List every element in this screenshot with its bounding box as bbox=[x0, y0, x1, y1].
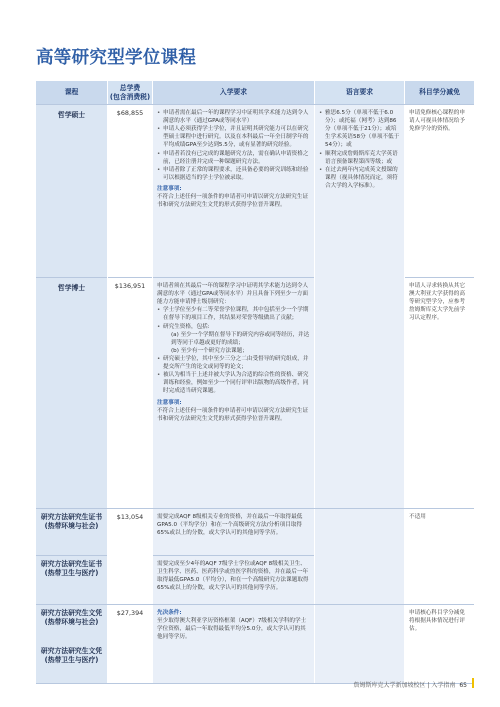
note-title-phd: 注意事项: bbox=[157, 399, 182, 406]
fee-dipl: $27,394 bbox=[116, 609, 144, 617]
entry-cert-env: 需要完成AQF 8级相关专业的资格，并在最后一年取得最低GPA5.0（平均学分）和在一个高级研究方法/分析项目取得65%或以上的分数，或大学认可的其他同等学历。 bbox=[157, 514, 303, 537]
header-fee-line2: (包含消费税) bbox=[109, 92, 151, 101]
credit-dipl: 申请核心科目学分减免将根据具体情况进行评估。 bbox=[409, 610, 465, 633]
entry-phd-item: • 被认为相当于上述并被大学认为合适的综合性的资格、研究训练和经验，例如至少一个同行评审出版物的高级作者，同时完成适当研究课题。 bbox=[157, 371, 310, 395]
table-header bbox=[36, 81, 474, 104]
credit-cert: 不适用 bbox=[409, 514, 426, 520]
course-cert-health: 研究方法研究生证书(热带卫生与医疗) bbox=[40, 560, 103, 578]
entry-phd-item: • 研究生资格，包括: bbox=[157, 323, 310, 331]
entry-mphil-item: • 申请人必须获得学士学位，并且证明其研究能力可以在研究型硕士课程中进行研究。以及在本科最后一年全日制学年的平均成绩GPA至少达到5.5分，或有显著的研究经验。 bbox=[157, 125, 310, 149]
course-dipl-env: 研究方法研究生文凭(热带环境与社会) bbox=[40, 609, 103, 627]
entry-phd bbox=[153, 278, 314, 508]
entry-phd-sub-b: (b) 至少有一个研究方法课题； bbox=[171, 347, 248, 354]
entry-phd-sub-a: (a) 至少一个学期在督导下的研究内容或同等经历，并达到等同于卓越或更好的成绩； bbox=[171, 331, 310, 346]
entry-dipl-title: 先决条件: bbox=[157, 610, 182, 616]
language-item: • 顺利完成詹姆斯库克大学英语语言预备课程第四等级；或 bbox=[319, 150, 400, 166]
credit-mphil: 申请免修核心课程的申请人可视具体情况给予免修学分的资格。 bbox=[409, 110, 465, 133]
footer-text: 詹姆斯库克大学新加坡校区 | 入学指南 bbox=[353, 682, 456, 689]
entry-mphil-item: • 申请者需在最后一年的课程学习中证明其学术能力达到令人满意的水平（通过GPA或等同水平） bbox=[157, 109, 310, 125]
course-phd: 哲学博士 bbox=[57, 284, 86, 292]
header-fee-line1: 总学费 bbox=[119, 84, 141, 93]
cert-section bbox=[36, 508, 474, 604]
entry-dipl-text: 至少取得澳大利亚学历资格框架（AQF）7级相关学科的学士学位资格，最后一年取得最低平均分5.0分，或大学认可的其他同等学历。 bbox=[157, 618, 307, 641]
page-title: 高等研究型学位课程 bbox=[36, 48, 197, 68]
header-fee bbox=[108, 81, 153, 104]
fee-mphil: $68,855 bbox=[116, 109, 144, 117]
fee-cert: $13,054 bbox=[116, 513, 144, 521]
note-title-mphil: 注意事项: bbox=[157, 185, 182, 192]
note-mphil: 不符合上述任何一项条件的申请者可申请以研究方法研究生证书和研究方法研究生文凭的形式获得学位晋升课程。 bbox=[157, 194, 309, 209]
course-dipl-health: 研究方法研究生文凭(热带卫生与医疗) bbox=[40, 647, 103, 665]
header-credit: 科目学分减免 bbox=[405, 81, 474, 104]
diploma-section bbox=[36, 604, 474, 684]
course-cert-env: 研究方法研究生证书(热带环境与社会) bbox=[40, 513, 103, 531]
note-phd: 不符合上述任何一项条件的申请者可申请以研究方法研究生证书和研究方法研究生文凭的形式获得学位晋升课程。 bbox=[157, 407, 309, 422]
language-item: • 雅思6.5分（单项不低于6.0分）；或托福（网考）达到86分（单项不低于21分）；或培生学术英语58分（单项不低于54分）；或 bbox=[319, 109, 400, 150]
language-item: • 在过去两年内完成英文授课的课程（视具体情况而定，须符合大学的入学标准）。 bbox=[319, 166, 400, 190]
mphil-phd-section bbox=[36, 104, 474, 508]
page-number: 65 bbox=[459, 682, 467, 689]
entry-phd-intro: 申请者须在其最后一年的课程学习中证明其学术能力达到令人满意的水平（通过GPA或等同水平）并且具备下列至少一方面能力方能申请博士级别研究： bbox=[157, 283, 309, 306]
entry-mphil-item: • 申请者若没有已完成的课题研究方法，需在确认申请资格之前，已经注册并完成一种课题研究方法。 bbox=[157, 150, 310, 166]
entry-mphil bbox=[153, 105, 314, 277]
page-footer bbox=[354, 680, 467, 689]
entry-cert-health: 需要完成至少4年的AQF 7级学士学位或AQF 8级相关卫生、卫生科学、医药、医药科学或兽医学科的资格，并在最后一年取得最低GPA5.0（平均分），和在一个高级研究方法课题取得65%或以上的分数，或大学认可的其他同等学历。 bbox=[157, 561, 309, 592]
fee-phd: $136,951 bbox=[114, 282, 146, 290]
credit-phd: 申请人寻求转换从其它澳大利亚大学获得的高等研究型学分，应参考詹姆斯库克大学先前学习认定程序。 bbox=[409, 283, 465, 322]
entry-mphil-item: • 申请者除了正常的课程要求，还具备必要的研究训练和经验可以根据适当的学士学位被录取。 bbox=[157, 166, 310, 182]
footer-accent-bar bbox=[472, 678, 474, 688]
requirements-table bbox=[36, 81, 474, 684]
entry-dipl bbox=[153, 605, 314, 645]
header-language: 语言要求 bbox=[315, 81, 405, 104]
language-requirements bbox=[315, 105, 404, 194]
entry-phd-item: • 研究硕士学位，其中至少三分之二由受督导的研究组成，并提交所产生的论文或同等的论文； bbox=[157, 355, 310, 371]
header-course: 课程 bbox=[36, 81, 108, 104]
header-entry: 入学要求 bbox=[153, 81, 315, 104]
course-mphil: 哲学硕士 bbox=[57, 111, 86, 119]
entry-phd-item: • 学士学位至少有二等荣誉学位课程，其中包括至少一个学期在督导下的项目工作，其结果对荣誉等级做出了贡献； bbox=[157, 306, 310, 322]
